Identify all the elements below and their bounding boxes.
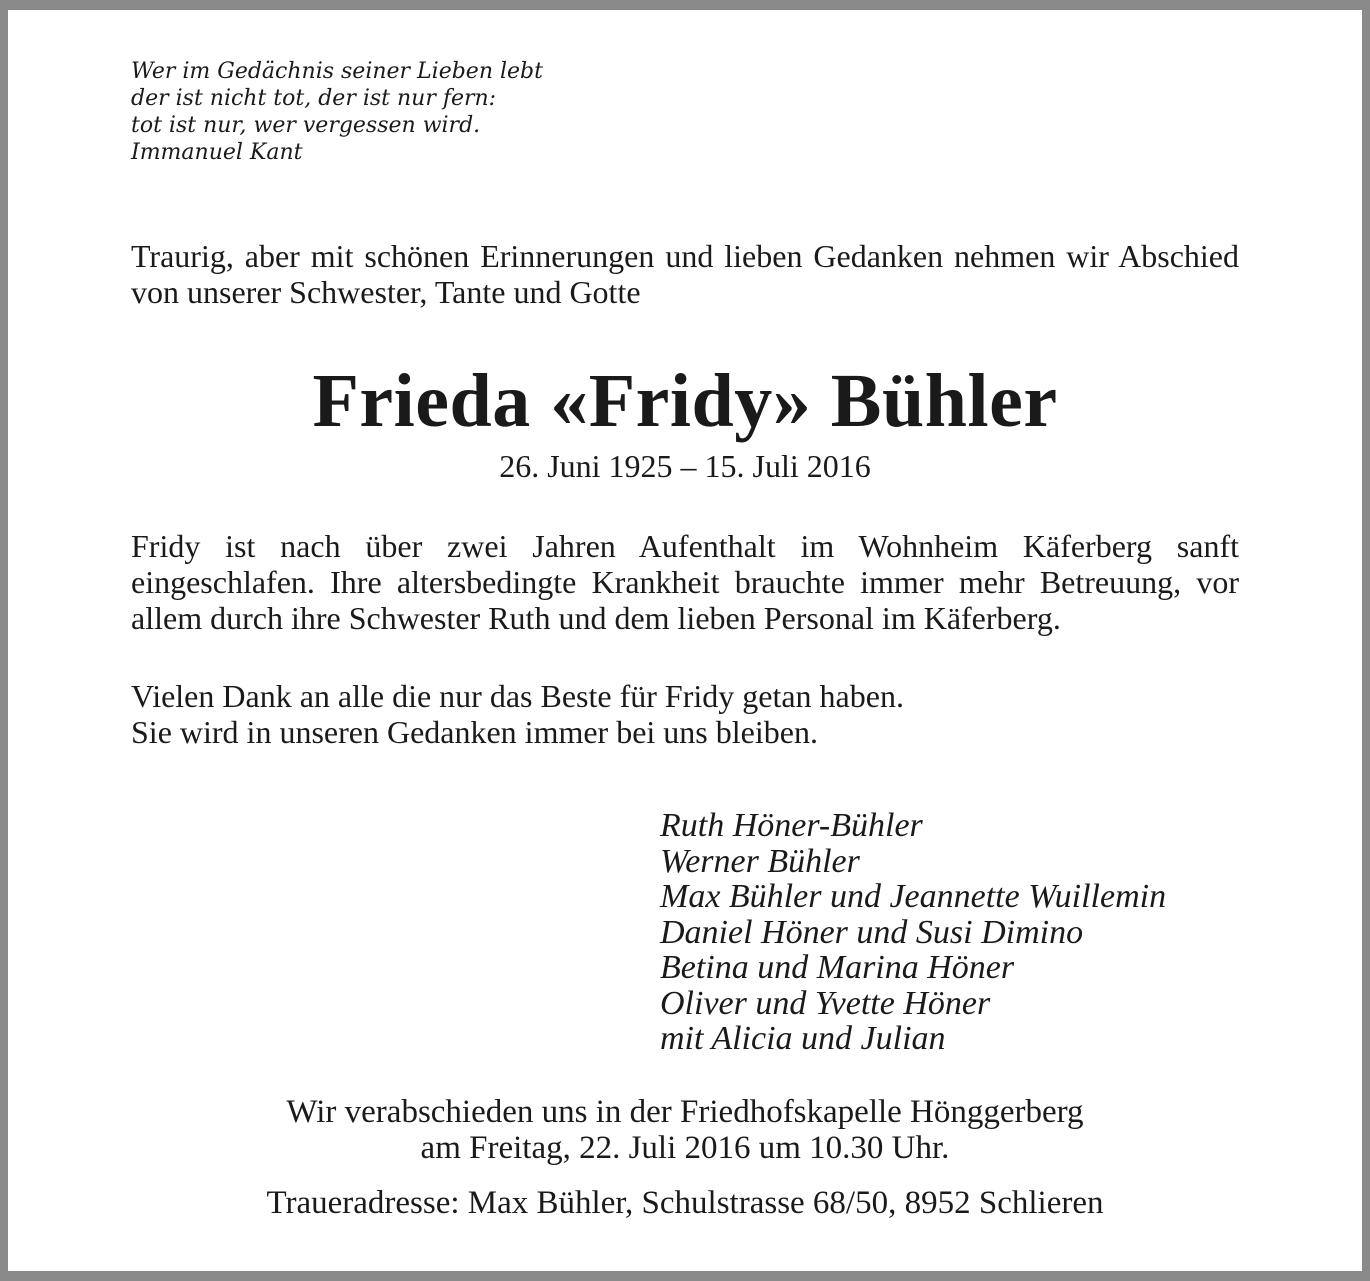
body-paragraph: Fridy ist nach über zwei Jahren Aufenthalt im Wohnheim Käferberg sanft eingeschlafen. Ihre altersbedingte Krankheit brauchte immer mehr Betreuung, vor allem durch ihre Schwester Ruth und dem lieben Personal im Käferberg.: [131, 528, 1239, 636]
funeral-details: [8, 1094, 1362, 1166]
funeral-date: am Freitag, 22. Juli 2016 um 10.30 Uhr.: [420, 1130, 950, 1166]
thanks-line: Sie wird in unseren Gedanken immer bei uns bleiben.: [131, 714, 818, 750]
mourner-name: Ruth Höner-Bühler: [660, 807, 923, 844]
deceased-name: Frieda «Fridy» Bühler: [312, 359, 1058, 443]
obituary-page: [8, 10, 1362, 1271]
mourner-name: Daniel Höner und Susi Dimino: [660, 913, 1084, 951]
mourner-name: Werner Bühler: [660, 842, 860, 880]
quote-line: der ist nicht tot, der ist nur fern:: [131, 86, 497, 111]
funeral-location: Wir verabschieden uns in der Friedhofskapelle Hönggerberg: [286, 1094, 1084, 1130]
quote-line: tot ist nur, wer vergessen wird.: [131, 113, 481, 138]
mourning-address: Traueradresse: Max Bühler, Schulstrasse 68/50, 8952 Schlieren: [266, 1185, 1104, 1221]
intro-paragraph: Traurig, aber mit schönen Erinnerungen und lieben Gedanken nehmen wir Abschied von unserer Schwester, Tante und Gotte: [131, 238, 1239, 310]
epigraph-quote: [131, 58, 543, 166]
mourner-name: Betina und Marina Höner: [660, 949, 1015, 986]
quote-author: Immanuel Kant: [131, 140, 303, 165]
thanks-paragraph: [131, 678, 1239, 750]
mourners-list: [660, 808, 1166, 1057]
mourner-name: Oliver und Yvette Höner: [660, 984, 991, 1022]
quote-line: Wer im Gedächnis seiner Lieben lebt: [131, 59, 543, 84]
life-dates: 26. Juni 1925 – 15. Juli 2016: [499, 448, 871, 484]
thanks-line: Vielen Dank an alle die nur das Beste für Fridy getan haben.: [131, 678, 904, 714]
mourner-name: mit Alicia und Julian: [660, 1020, 946, 1057]
mourner-name: Max Bühler und Jeannette Wuillemin: [660, 878, 1167, 915]
